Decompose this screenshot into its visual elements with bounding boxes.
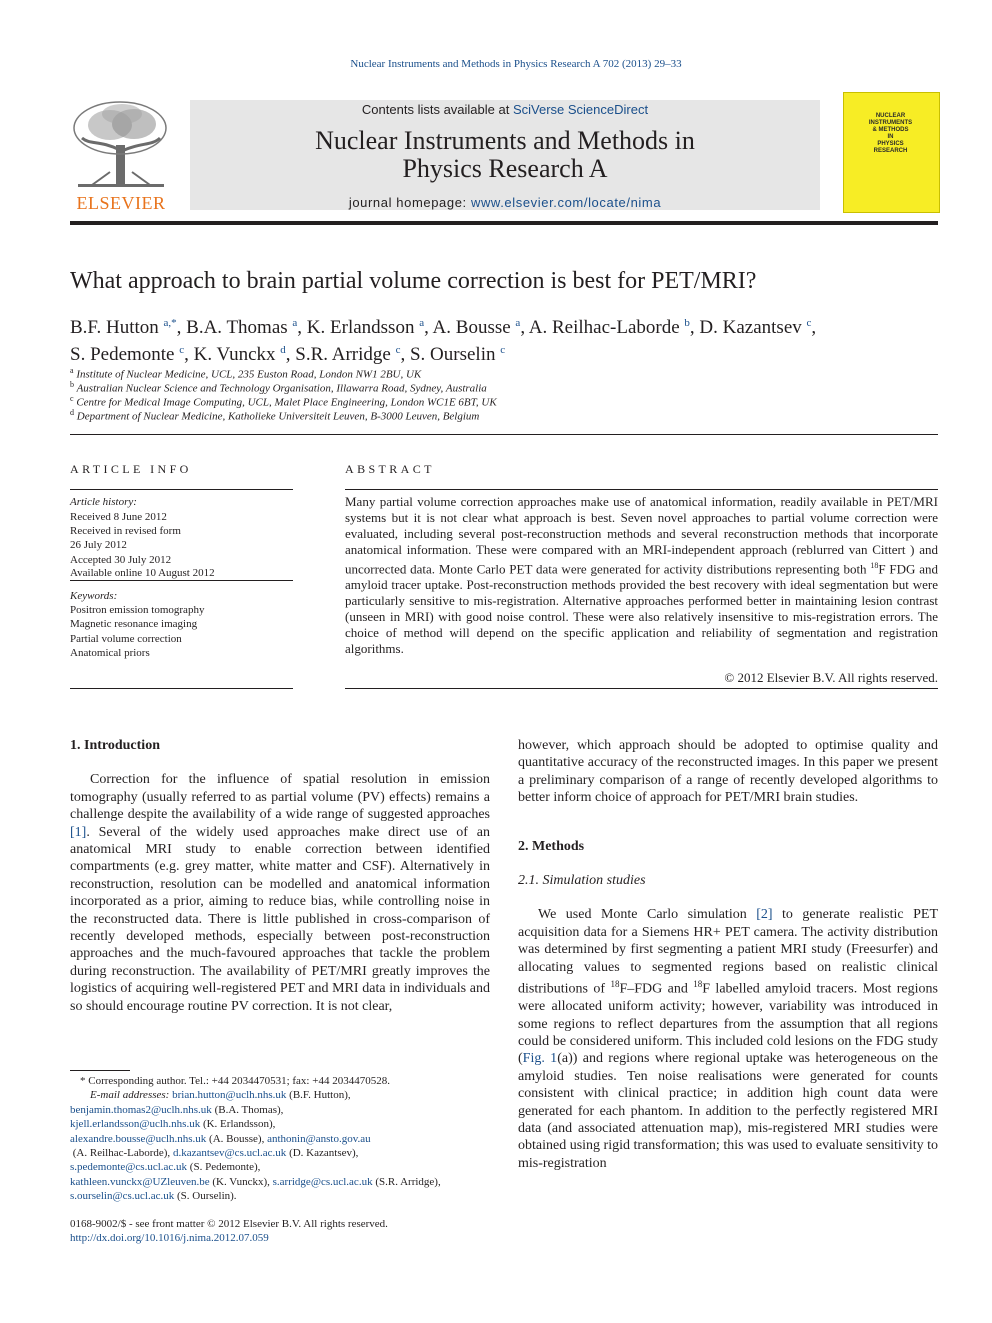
subsection-heading-simulation: 2.1. Simulation studies [518,873,646,889]
email-link[interactable]: kjell.erlandsson@uclh.nhs.uk [70,1118,201,1131]
author-affiliation-ref[interactable]: c [500,344,506,356]
figure-link[interactable]: Fig. 1 [522,1051,558,1067]
homepage-link[interactable]: www.elsevier.com/locate/nima [470,195,662,210]
author-affiliation-ref[interactable]: b [684,317,690,329]
abstract-text: Many partial volume correction approaches make use of anatomical information, readily available in PET/MRI systems but it is not clear what approach is best. Seven novel approaches to partial volume correction were evaluated, including several post-reconstruction methods and several reconstruction methods that incorporate anatomical information. These were compared with an MRI-independent approach (reblurred van Cittert ) and uncorrected data. Monte Carlo PET data were generated for activity distributions representing both $^{18}$F FDG and amyloid tracer uptake. Post-reconstruction methods provided the best recovery with ideal segmentation but were particularly sensitive to mis-registration. Alternative approaches performed better in maintaining lesion contrast (unseen in MRI) with good noise control. These were also relatively insensitive to mis-registration errors. The choice of method will depend on the specific application and reliability of segmentation and registration algorithms. [345,494,938,657]
email-link[interactable]: s.arridge@cs.ucl.ac.uk [272,1175,373,1188]
history-item: Received 8 June 2012 [70,511,167,523]
right-column [518,737,938,1172]
author-list: B.F. Hutton $^{a,*}$, B.A. Thomas $^a$, K. Erlandsson $^a$, A. Bousse $^a$, A. Reilhac-Laborde $^b$, D. Kazantsev $^c$, S. Pedemonte $^c$, K. Vunckx $^d$, S.R. Arridge $^c$, S. Ourselin $^c$ [70,317,817,365]
author: S. Pedemonte [70,344,175,365]
keywords-label: Keywords: [70,590,118,602]
abstract-copyright: © 2012 Elsevier B.V. All rights reserved. [724,670,938,685]
journal-reference-link[interactable]: Nuclear Instruments and Methods in Physics Research A 702 (2013) 29–33 [350,58,682,70]
author: A. Bousse [432,317,511,338]
affiliation-a: $^a$ Institute of Nuclear Medicine, UCL, 235 Euston Road, London NW1 2BU, UK [70,366,422,381]
keyword: Anatomical priors [70,647,150,659]
author: K. Erlandsson [306,317,415,338]
paragraph: Correction for the influence of spatial resolution in emission tomography (usually referred to as partial volume (PV) effects) remains a challenge despite the availability of a wide range of suggested approaches [1]. Several of the widely used approaches make direct use of an anatomical MRI study to enable correction between identified compartments (e.g. grey matter, white matter and CSF). Alternatively in reconstruction, resolution can be modelled and anatomical information incorporated as a prior, aiming to reduce bias, while controlling noise in the reconstructed data. There is little published in cross-comparison of recently developed methods, especially between post-reconstruction approaches and the much-favoured approaches that tackle the problem during reconstruction. The availability of PET/MRI greatly improves the logistics of acquiring well-registered PET and MRI data in individuals and so should encourage routine PV correction. It is not clear, [70,772,490,1014]
divider [70,688,293,689]
email-link[interactable]: brian.hutton@uclh.nhs.uk [172,1089,287,1102]
email-link[interactable]: s.pedemonte@cs.ucl.ac.uk [70,1161,188,1174]
author-affiliation-ref[interactable]: a [292,317,298,329]
section-heading-methods: 2. Methods [518,838,585,854]
email-link[interactable]: kathleen.vunckx@UZleuven.be [70,1175,210,1188]
contents-line: Contents lists available at SciVerse ScienceDirect [361,102,649,117]
email-link[interactable]: benjamin.thomas2@uclh.nhs.uk [70,1103,212,1116]
keyword: Partial volume correction [70,633,182,645]
divider [70,434,938,435]
email-link[interactable]: anthonin@ansto.gov.au [267,1132,371,1145]
author: B.A. Thomas [186,317,288,338]
abstract-heading: ABSTRACT [345,462,435,476]
history-item: Accepted 30 July 2012 [70,554,172,566]
email-link[interactable]: alexandre.bousse@uclh.nhs.uk [70,1132,207,1145]
email-link[interactable]: s.ourselin@cs.ucl.ac.uk [70,1190,175,1203]
divider [345,688,938,689]
header-rule [70,221,938,225]
author-affiliation-ref[interactable]: c [179,344,185,356]
author-affiliation-ref[interactable]: c [806,317,812,329]
sciencedirect-link[interactable]: SciVerse ScienceDirect [512,102,649,117]
keyword: Magnetic resonance imaging [70,618,198,630]
history-label: Article history: [70,496,137,508]
affiliation-b: $^b$ Australian Nuclear Science and Technology Organisation, Illawarra Road, Sydney, Australia [70,380,487,395]
affiliation-c: $^c$ Centre for Medical Image Computing, UCL, Malet Place Engineering, London WC1E 6BT, UK [70,394,497,409]
paragraph: We used Monte Carlo simulation [2] to generate realistic PET acquisition data for a Siemens HR+ PET camera. The activity distribution was determined by first segmenting a patient MRI study (Freesurfer) and allocating values to segmented regions based on realistic clinical distributions of $^{18}$F–FDG and $^{18}$F labelled amyloid tracers. Most regions were allocated uniform activity; however, variability was introduced in some regions to reflect departures from the assumption that all regions could be considered uniform. This included cold lesions on the FDG study (Fig. 1(a)) and regions where regional uptake was heterogeneous on the amyloid studies. Ten noise realisations were generated for counts consistent with clinical practice; in addition high count data were generated for each phantom. In addition to the perfectly registered MRI data (and associated attenuation map), mis-registered MRI studies were obtained using rigid transformation; this was used to evaluate sensitivity to mis-registration [518,907,939,1171]
paragraph: however, which approach should be adopted to optimise quality and quantitative accuracy of the reconstructed images. In this paper we present a preliminary comparison of a range of recently developed algorithms to better inform choice of approach for PET/MRI brain studies. [518,738,938,806]
article-info-heading: ARTICLE INFO [70,462,192,476]
author: A. Reilhac-Laborde [528,317,680,338]
author-affiliation-ref[interactable]: c [395,344,401,356]
author: D. Kazantsev [699,317,802,338]
history-item: Received in revised form [70,525,181,537]
front-matter [70,1217,490,1246]
issn-line: 0168-9002/$ - see front matter © 2012 Elsevier B.V. All rights reserved. [70,1218,388,1230]
author: B.F. Hutton [70,317,159,338]
journal-homepage: journal homepage: www.elsevier.com/locate/nima [348,195,662,210]
author-affiliation-ref[interactable]: a [515,317,521,329]
keyword: Positron emission tomography [70,604,205,616]
journal-title: Nuclear Instruments and Methods in Physics Research A [315,126,695,183]
left-column [70,737,490,1015]
email-link[interactable]: d.kazantsev@cs.ucl.ac.uk [172,1147,287,1160]
footnote-rule [70,1070,130,1071]
author: K. Vunckx [193,344,276,365]
section-heading-introduction: 1. Introduction [70,738,160,753]
history-item: 26 July 2012 [70,539,127,551]
author-affiliation-ref[interactable]: a,* [163,317,177,329]
divider [345,489,938,490]
divider [70,580,293,581]
author: S.R. Arridge [295,344,391,365]
author-affiliation-ref[interactable]: d [280,344,286,356]
history-item: Available online 10 August 2012 [70,567,215,579]
affiliation-d: $^d$ Department of Nuclear Medicine, Katholieke Universiteit Leuven, B-3000 Leuven, Belgium [70,408,480,423]
doi-link[interactable]: http://dx.doi.org/10.1016/j.nima.2012.07.059 [70,1232,269,1245]
citation-link[interactable]: [2] [756,907,773,923]
citation-link[interactable]: [1] [70,824,87,840]
elsevier-wordmark: ELSEVIER [76,193,166,213]
footnotes: * Corresponding author. Tel.: +44 2034470531; fax: +44 2034470528. E-mail addresses: brian.hutton@uclh.nhs.uk (B.F. Hutton), benjamin.thomas2@uclh.nhs.uk (B.A. Thomas), kjell.erlandsson@uclh.nhs.uk (K. Erlandsson), alexandre.bousse@uclh.nhs.uk (A. Bousse), anthonin@ansto.gov.au (A. Reilhac-Laborde), d.kazantsev@cs.ucl.ac.uk (D. Kazantsev), s.pedemonte@cs.ucl.ac.uk (S. Pedemonte), kathleen.vunckx@UZleuven.be (K. Vunckx), s.arridge@cs.ucl.ac.uk (S.R. Arridge), s.ourselin@cs.ucl.ac.uk (S. Ourselin). [70,1074,490,1204]
divider [70,489,293,490]
corresponding-author-note: * Corresponding author. Tel.: +44 2034470531; fax: +44 2034470528. [80,1075,390,1087]
journal-cover-title: NUCLEAR INSTRUMENTS & METHODS IN PHYSICS RESEARCH [868,113,913,154]
article-title: What approach to brain partial volume correction is best for PET/MRI? [70,268,757,294]
author: S. Ourselin [409,344,496,365]
author-affiliation-ref[interactable]: a [419,317,425,329]
